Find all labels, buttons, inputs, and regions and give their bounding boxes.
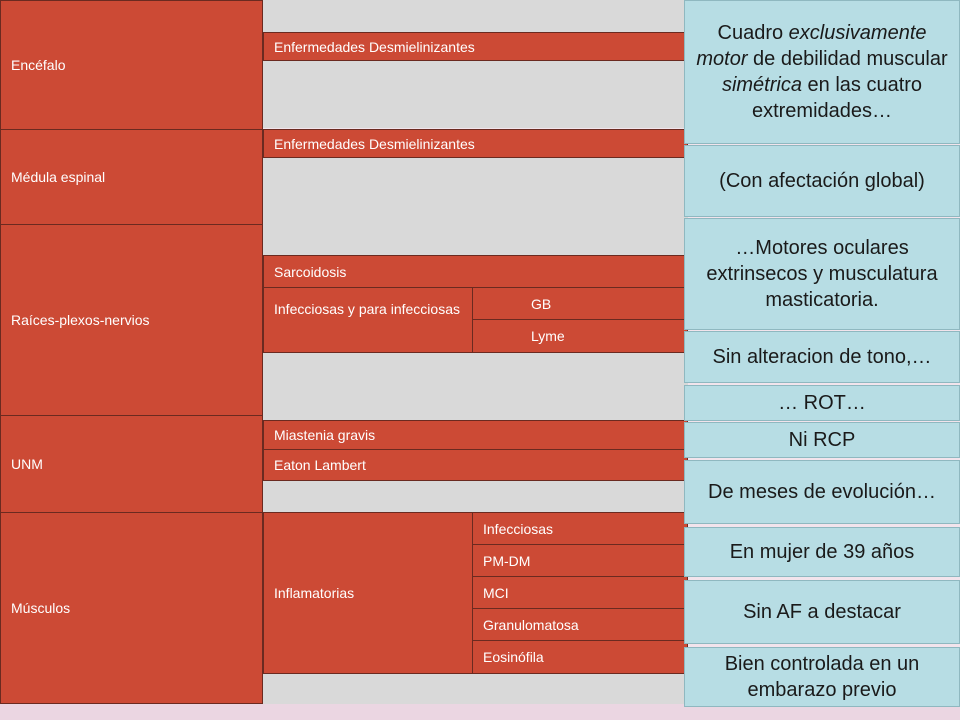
category-label: Médula espinal	[11, 169, 106, 185]
category-unm	[0, 415, 263, 513]
category-label: Encéfalo	[11, 57, 66, 73]
sub-mci: MCI	[472, 576, 688, 609]
sub-eaton: Eaton Lambert	[263, 449, 688, 481]
clue-box-1: Cuadro exclusivamente motor de debilidad muscular simétrica en las cuatro extremidades…	[684, 0, 960, 144]
clue-box-10: Bien controlada en un embarazo previo	[684, 647, 960, 707]
clue-box-6: Ni RCP	[684, 422, 960, 458]
clue-box-7: De meses de evolución…	[684, 460, 960, 524]
category-label: Raíces-plexos-nervios	[11, 312, 150, 328]
sub-granulomatosa: Granulomatosa	[472, 608, 688, 641]
sub-encefalo-desmielinizantes: Enfermedades Desmielinizantes	[263, 32, 688, 61]
category-raices	[0, 224, 263, 416]
empty-cell-raices	[263, 352, 688, 420]
empty-cell-medula	[263, 157, 688, 255]
sub-pm-dm: PM-DM	[472, 544, 688, 577]
empty-cell-unm	[263, 480, 688, 512]
sub-medula-desmielinizantes: Enfermedades Desmielinizantes	[263, 129, 688, 158]
empty-cell-bottom	[263, 674, 688, 704]
clue-box-5: … ROT…	[684, 385, 960, 421]
clue-box-4: Sin alteracion de tono,…	[684, 331, 960, 383]
clue-box-3: …Motores oculares extrinsecos y musculatura masticatoria.	[684, 218, 960, 330]
category-label: Músculos	[11, 600, 71, 616]
clue-box-9: Sin AF a destacar	[684, 580, 960, 644]
empty-cell-top	[263, 0, 688, 32]
sub-sarcoidosis: Sarcoidosis	[263, 255, 688, 288]
clue-box-2: (Con afectación global)	[684, 145, 960, 217]
category-musculos	[0, 512, 263, 704]
sub-infecciosas: Infecciosas	[472, 512, 688, 545]
sub-inflamatorias: Inflamatorias	[263, 512, 473, 674]
sub-infecciosas-para: Infecciosas y para infecciosas	[263, 287, 473, 353]
category-medula	[0, 129, 263, 225]
sub-miastenia: Miastenia gravis	[263, 420, 688, 450]
category-encefalo	[0, 0, 263, 130]
sub-gb: GB	[472, 287, 688, 320]
sub-eosinofila: Eosinófila	[472, 640, 688, 674]
sub-lyme: Lyme	[472, 319, 688, 353]
empty-cell-encefalo	[263, 60, 688, 128]
clue-box-8: En mujer de 39 años	[684, 527, 960, 577]
category-label: UNM	[11, 456, 43, 472]
